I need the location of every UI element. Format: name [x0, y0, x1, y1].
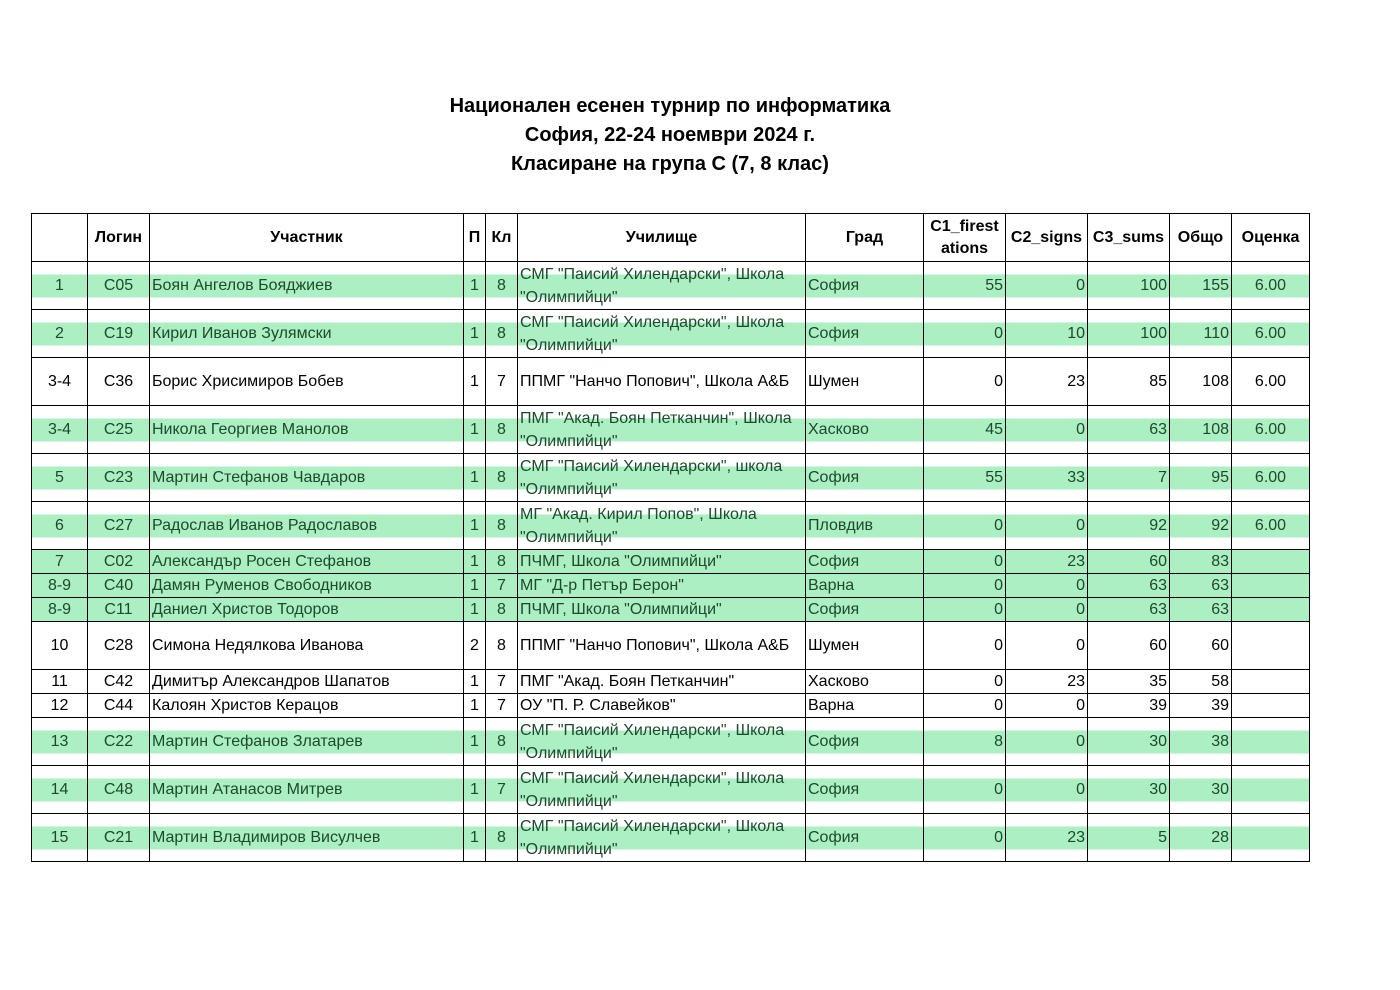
cell-mark [1232, 718, 1310, 766]
cell-c1: 55 [924, 262, 1006, 310]
header-c1: C1_firest ations [924, 214, 1006, 262]
table-row [32, 718, 1310, 766]
cell-school: СМГ "Паисий Хилендарски", Школа "Олимпийци" [518, 310, 806, 358]
cell-mark [1232, 814, 1310, 862]
cell-c1: 0 [924, 574, 1006, 598]
cell-total: 110 [1170, 310, 1232, 358]
cell-school: ППМГ "Нанчо Попович", Школа А&Б [518, 358, 806, 406]
cell-total: 83 [1170, 550, 1232, 574]
cell-city: Шумен [806, 358, 924, 406]
cell-c3: 35 [1088, 670, 1170, 694]
cell-c1: 0 [924, 358, 1006, 406]
cell-c2: 33 [1006, 454, 1088, 502]
cell-p: 1 [464, 262, 486, 310]
cell-mark: 6.00 [1232, 406, 1310, 454]
cell-p: 1 [464, 358, 486, 406]
cell-p: 1 [464, 454, 486, 502]
cell-city: Варна [806, 574, 924, 598]
header-name: Участник [150, 214, 464, 262]
cell-grade: 8 [486, 550, 518, 574]
cell-total: 58 [1170, 670, 1232, 694]
cell-c2: 0 [1006, 598, 1088, 622]
cell-c3: 100 [1088, 310, 1170, 358]
cell-p: 1 [464, 502, 486, 550]
cell-name: Борис Хрисимиров Бобев [150, 358, 464, 406]
cell-c3: 63 [1088, 574, 1170, 598]
cell-name: Александър Росен Стефанов [150, 550, 464, 574]
cell-rank: 10 [32, 622, 88, 670]
cell-c2: 23 [1006, 358, 1088, 406]
cell-mark [1232, 574, 1310, 598]
cell-city: София [806, 454, 924, 502]
cell-grade: 7 [486, 670, 518, 694]
document-title [0, 92, 1340, 179]
cell-total: 28 [1170, 814, 1232, 862]
cell-c2: 23 [1006, 550, 1088, 574]
cell-total: 108 [1170, 406, 1232, 454]
cell-c3: 63 [1088, 598, 1170, 622]
cell-total: 108 [1170, 358, 1232, 406]
cell-rank: 12 [32, 694, 88, 718]
cell-c1: 0 [924, 310, 1006, 358]
cell-mark [1232, 598, 1310, 622]
cell-c3: 7 [1088, 454, 1170, 502]
cell-login: C11 [88, 598, 150, 622]
cell-rank: 3-4 [32, 358, 88, 406]
cell-name: Димитър Александров Шапатов [150, 670, 464, 694]
cell-c1: 8 [924, 718, 1006, 766]
cell-c1: 0 [924, 814, 1006, 862]
cell-city: София [806, 598, 924, 622]
cell-rank: 8-9 [32, 598, 88, 622]
cell-p: 1 [464, 814, 486, 862]
cell-mark: 6.00 [1232, 262, 1310, 310]
cell-login: C23 [88, 454, 150, 502]
cell-name: Симона Недялкова Иванова [150, 622, 464, 670]
cell-login: C48 [88, 766, 150, 814]
cell-name: Радослав Иванов Радославов [150, 502, 464, 550]
cell-c3: 100 [1088, 262, 1170, 310]
header-login: Логин [88, 214, 150, 262]
cell-total: 63 [1170, 574, 1232, 598]
table-row [32, 766, 1310, 814]
cell-c2: 0 [1006, 406, 1088, 454]
table-row [32, 622, 1310, 670]
cell-c3: 85 [1088, 358, 1170, 406]
cell-mark [1232, 694, 1310, 718]
cell-school: СМГ "Паисий Хилендарски", Школа "Олимпийци" [518, 766, 806, 814]
cell-total: 92 [1170, 502, 1232, 550]
cell-city: София [806, 814, 924, 862]
cell-city: София [806, 550, 924, 574]
cell-name: Кирил Иванов Зулямски [150, 310, 464, 358]
cell-login: C21 [88, 814, 150, 862]
table-row [32, 550, 1310, 574]
table-row [32, 598, 1310, 622]
cell-mark: 6.00 [1232, 358, 1310, 406]
cell-name: Даниел Христов Тодоров [150, 598, 464, 622]
cell-grade: 7 [486, 694, 518, 718]
table-row [32, 670, 1310, 694]
header-c2: C2_signs [1006, 214, 1088, 262]
cell-c1: 0 [924, 766, 1006, 814]
cell-city: София [806, 262, 924, 310]
cell-login: C42 [88, 670, 150, 694]
cell-school: ПЧМГ, Школа "Олимпийци" [518, 598, 806, 622]
cell-login: C19 [88, 310, 150, 358]
cell-rank: 15 [32, 814, 88, 862]
cell-mark [1232, 766, 1310, 814]
cell-rank: 6 [32, 502, 88, 550]
cell-c1: 0 [924, 670, 1006, 694]
cell-rank: 11 [32, 670, 88, 694]
cell-name: Мартин Стефанов Чавдаров [150, 454, 464, 502]
cell-p: 1 [464, 550, 486, 574]
cell-rank: 14 [32, 766, 88, 814]
cell-name: Калоян Христов Керацов [150, 694, 464, 718]
header-city: Град [806, 214, 924, 262]
cell-p: 1 [464, 310, 486, 358]
cell-c1: 0 [924, 622, 1006, 670]
cell-city: Варна [806, 694, 924, 718]
header-row [32, 214, 1310, 262]
cell-c2: 23 [1006, 814, 1088, 862]
cell-city: София [806, 766, 924, 814]
cell-total: 39 [1170, 694, 1232, 718]
table-row [32, 358, 1310, 406]
table-row [32, 262, 1310, 310]
cell-login: C27 [88, 502, 150, 550]
cell-login: C40 [88, 574, 150, 598]
cell-school: МГ "Акад. Кирил Попов", Школа "Олимпийци" [518, 502, 806, 550]
table-row [32, 694, 1310, 718]
cell-rank: 13 [32, 718, 88, 766]
cell-rank: 7 [32, 550, 88, 574]
cell-name: Мартин Атанасов Митрев [150, 766, 464, 814]
cell-name: Мартин Стефанов Златарев [150, 718, 464, 766]
cell-grade: 8 [486, 454, 518, 502]
cell-city: Хасково [806, 406, 924, 454]
cell-mark: 6.00 [1232, 454, 1310, 502]
cell-p: 1 [464, 574, 486, 598]
cell-total: 155 [1170, 262, 1232, 310]
header-school: Училище [518, 214, 806, 262]
cell-school: ОУ "П. Р. Славейков" [518, 694, 806, 718]
cell-grade: 7 [486, 574, 518, 598]
cell-rank: 5 [32, 454, 88, 502]
cell-city: София [806, 718, 924, 766]
header-grade: Кл [486, 214, 518, 262]
cell-p: 1 [464, 718, 486, 766]
cell-grade: 8 [486, 718, 518, 766]
title-line-2: София, 22-24 ноември 2024 г. [524, 124, 816, 146]
cell-login: C44 [88, 694, 150, 718]
cell-grade: 8 [486, 502, 518, 550]
cell-login: C22 [88, 718, 150, 766]
table-row [32, 310, 1310, 358]
cell-rank: 8-9 [32, 574, 88, 598]
cell-p: 2 [464, 622, 486, 670]
cell-c1: 0 [924, 502, 1006, 550]
table-body [32, 262, 1310, 862]
cell-total: 38 [1170, 718, 1232, 766]
header-p: П [464, 214, 486, 262]
cell-mark [1232, 550, 1310, 574]
cell-grade: 8 [486, 598, 518, 622]
cell-rank: 2 [32, 310, 88, 358]
cell-mark: 6.00 [1232, 310, 1310, 358]
cell-p: 1 [464, 598, 486, 622]
cell-grade: 8 [486, 262, 518, 310]
cell-c3: 30 [1088, 766, 1170, 814]
cell-c1: 0 [924, 598, 1006, 622]
title-line-3: Класиране на група C (7, 8 клас) [511, 153, 829, 175]
header-rank [32, 214, 88, 262]
cell-c3: 63 [1088, 406, 1170, 454]
cell-city: Шумен [806, 622, 924, 670]
cell-rank: 3-4 [32, 406, 88, 454]
cell-login: C05 [88, 262, 150, 310]
cell-mark [1232, 670, 1310, 694]
header-total: Общо [1170, 214, 1232, 262]
cell-c3: 60 [1088, 622, 1170, 670]
cell-grade: 8 [486, 814, 518, 862]
cell-c1: 55 [924, 454, 1006, 502]
header-mark: Оценка [1232, 214, 1310, 262]
cell-grade: 7 [486, 766, 518, 814]
cell-c1: 45 [924, 406, 1006, 454]
cell-city: Хасково [806, 670, 924, 694]
table-row [32, 502, 1310, 550]
cell-c2: 23 [1006, 670, 1088, 694]
cell-login: C02 [88, 550, 150, 574]
cell-grade: 7 [486, 358, 518, 406]
table-row [32, 454, 1310, 502]
cell-c3: 30 [1088, 718, 1170, 766]
cell-total: 60 [1170, 622, 1232, 670]
cell-login: C28 [88, 622, 150, 670]
table-row [32, 574, 1310, 598]
table-row [32, 406, 1310, 454]
cell-login: C36 [88, 358, 150, 406]
cell-p: 1 [464, 670, 486, 694]
cell-rank: 1 [32, 262, 88, 310]
table-row [32, 814, 1310, 862]
cell-school: ППМГ "Нанчо Попович", Школа А&Б [518, 622, 806, 670]
cell-c3: 60 [1088, 550, 1170, 574]
cell-mark: 6.00 [1232, 502, 1310, 550]
cell-c2: 0 [1006, 766, 1088, 814]
cell-school: МГ "Д-р Петър Берон" [518, 574, 806, 598]
cell-name: Никола Георгиев Манолов [150, 406, 464, 454]
cell-p: 1 [464, 766, 486, 814]
cell-c3: 39 [1088, 694, 1170, 718]
cell-login: C25 [88, 406, 150, 454]
cell-c2: 0 [1006, 262, 1088, 310]
cell-total: 63 [1170, 598, 1232, 622]
cell-total: 95 [1170, 454, 1232, 502]
cell-city: София [806, 310, 924, 358]
ranking-table [31, 213, 1310, 862]
cell-school: СМГ "Паисий Хилендарски", Школа "Олимпийци" [518, 814, 806, 862]
cell-c2: 0 [1006, 502, 1088, 550]
cell-school: ПМГ "Акад. Боян Петканчин" [518, 670, 806, 694]
cell-name: Дамян Руменов Свободников [150, 574, 464, 598]
cell-p: 1 [464, 694, 486, 718]
cell-c1: 0 [924, 550, 1006, 574]
cell-city: Пловдив [806, 502, 924, 550]
cell-grade: 8 [486, 622, 518, 670]
cell-total: 30 [1170, 766, 1232, 814]
cell-school: СМГ "Паисий Хилендарски", Школа "Олимпийци" [518, 718, 806, 766]
cell-c2: 0 [1006, 694, 1088, 718]
header-c3: C3_sums [1088, 214, 1170, 262]
cell-school: ПЧМГ, Школа "Олимпийци" [518, 550, 806, 574]
cell-name: Мартин Владимиров Висулчев [150, 814, 464, 862]
cell-mark [1232, 622, 1310, 670]
cell-name: Боян Ангелов Бояджиев [150, 262, 464, 310]
cell-c2: 0 [1006, 574, 1088, 598]
cell-c2: 0 [1006, 622, 1088, 670]
cell-c1: 0 [924, 694, 1006, 718]
cell-grade: 8 [486, 310, 518, 358]
cell-school: СМГ "Паисий Хилендарски", Школа "Олимпийци" [518, 262, 806, 310]
cell-c2: 0 [1006, 718, 1088, 766]
cell-c3: 92 [1088, 502, 1170, 550]
cell-c2: 10 [1006, 310, 1088, 358]
cell-c3: 5 [1088, 814, 1170, 862]
cell-grade: 8 [486, 406, 518, 454]
title-line-1: Национален есенен турнир по информатика [449, 95, 891, 117]
cell-school: СМГ "Паисий Хилендарски", школа "Олимпийци" [518, 454, 806, 502]
cell-school: ПМГ "Акад. Боян Петканчин", Школа "Олимпийци" [518, 406, 806, 454]
cell-p: 1 [464, 406, 486, 454]
